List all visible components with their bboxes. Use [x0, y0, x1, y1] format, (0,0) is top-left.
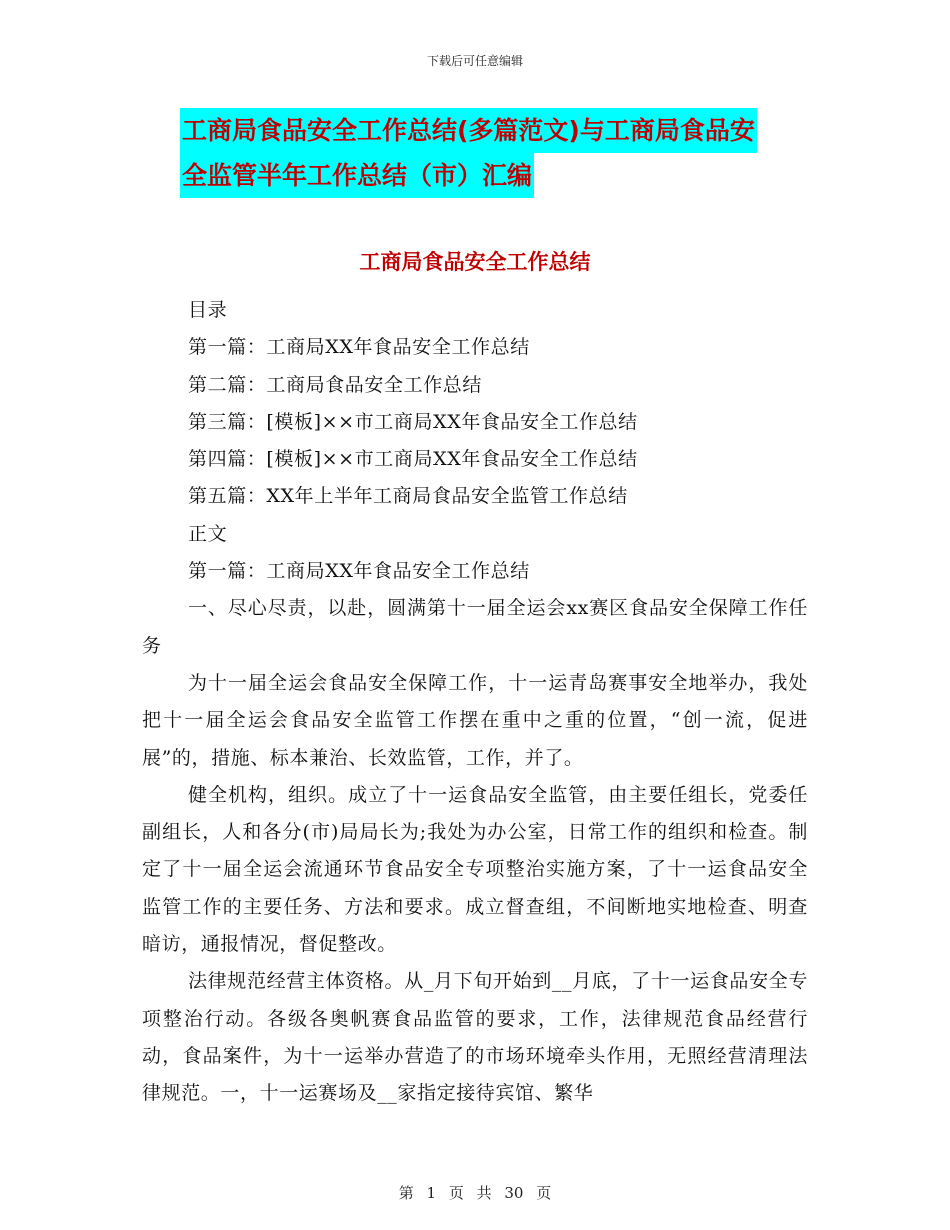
paragraph: 健全机构，组织。成立了十一运食品安全监管，由主要任组长，党委任副组长，人和各分(市)局局长为;我处为办公室，日常工作的组织和检查。制定了十一届全运会流通环节食品安全专项整治实施方案，了十一运食品安全监管工作的主要任务、方法和要求。成立督查组，不间断地实地检查、明查暗访，通报情况，督促整改。 [142, 783, 808, 956]
document-title [180, 108, 820, 198]
toc-item: 第五篇：XX年上半年工商局食品安全监管工作总结 [188, 485, 628, 508]
toc-item: 第三篇：[模板]××市工商局XX年食品安全工作总结 [188, 410, 638, 433]
toc-item: 第一篇：工商局XX年食品安全工作总结 [188, 336, 530, 359]
body-heading: 正文 [188, 522, 228, 545]
document-body [142, 292, 808, 1113]
document-title-line-2: 全监管半年工作总结（市）汇编 [180, 153, 534, 198]
section-title: 第一篇：工商局XX年食品安全工作总结 [188, 560, 530, 583]
section-subtitle: 工商局食品安全工作总结 [359, 250, 591, 274]
page-header-note: 下载后可任意编辑 [426, 54, 523, 68]
paragraph: 法律规范经营主体资格。从_月下旬开始到__月底，了十一运食品安全专项整治行动。各级各奥帆赛食品监管的要求，工作，法律规范食品经营行动，食品案件，为十一运举办营造了的市场环境牵头作用，无照经营清理法律规范。一，十一运赛场及__家指定接待宾馆、繁华 [142, 970, 808, 1105]
page-footer: 第 1 页 共 30 页 [398, 1184, 552, 1202]
toc-item: 第四篇：[模板]××市工商局XX年食品安全工作总结 [188, 448, 638, 471]
toc-item: 第二篇：工商局食品安全工作总结 [188, 373, 483, 396]
toc-heading: 目录 [188, 299, 228, 321]
document-title-line-1: 工商局食品安全工作总结(多篇范文)与工商局食品安 [180, 108, 757, 153]
paragraph: 为十一届全运会食品安全保障工作，十一运青岛赛事安全地举办，我处把十一届全运会食品安全监管工作摆在重中之重的位置，“创一流，促进展”的，措施、标本兼治、长效监管，工作，并了。 [142, 671, 808, 769]
paragraph: 一、尽心尽责，以赴，圆满第十一届全运会xx赛区食品安全保障工作任务 [142, 597, 808, 657]
